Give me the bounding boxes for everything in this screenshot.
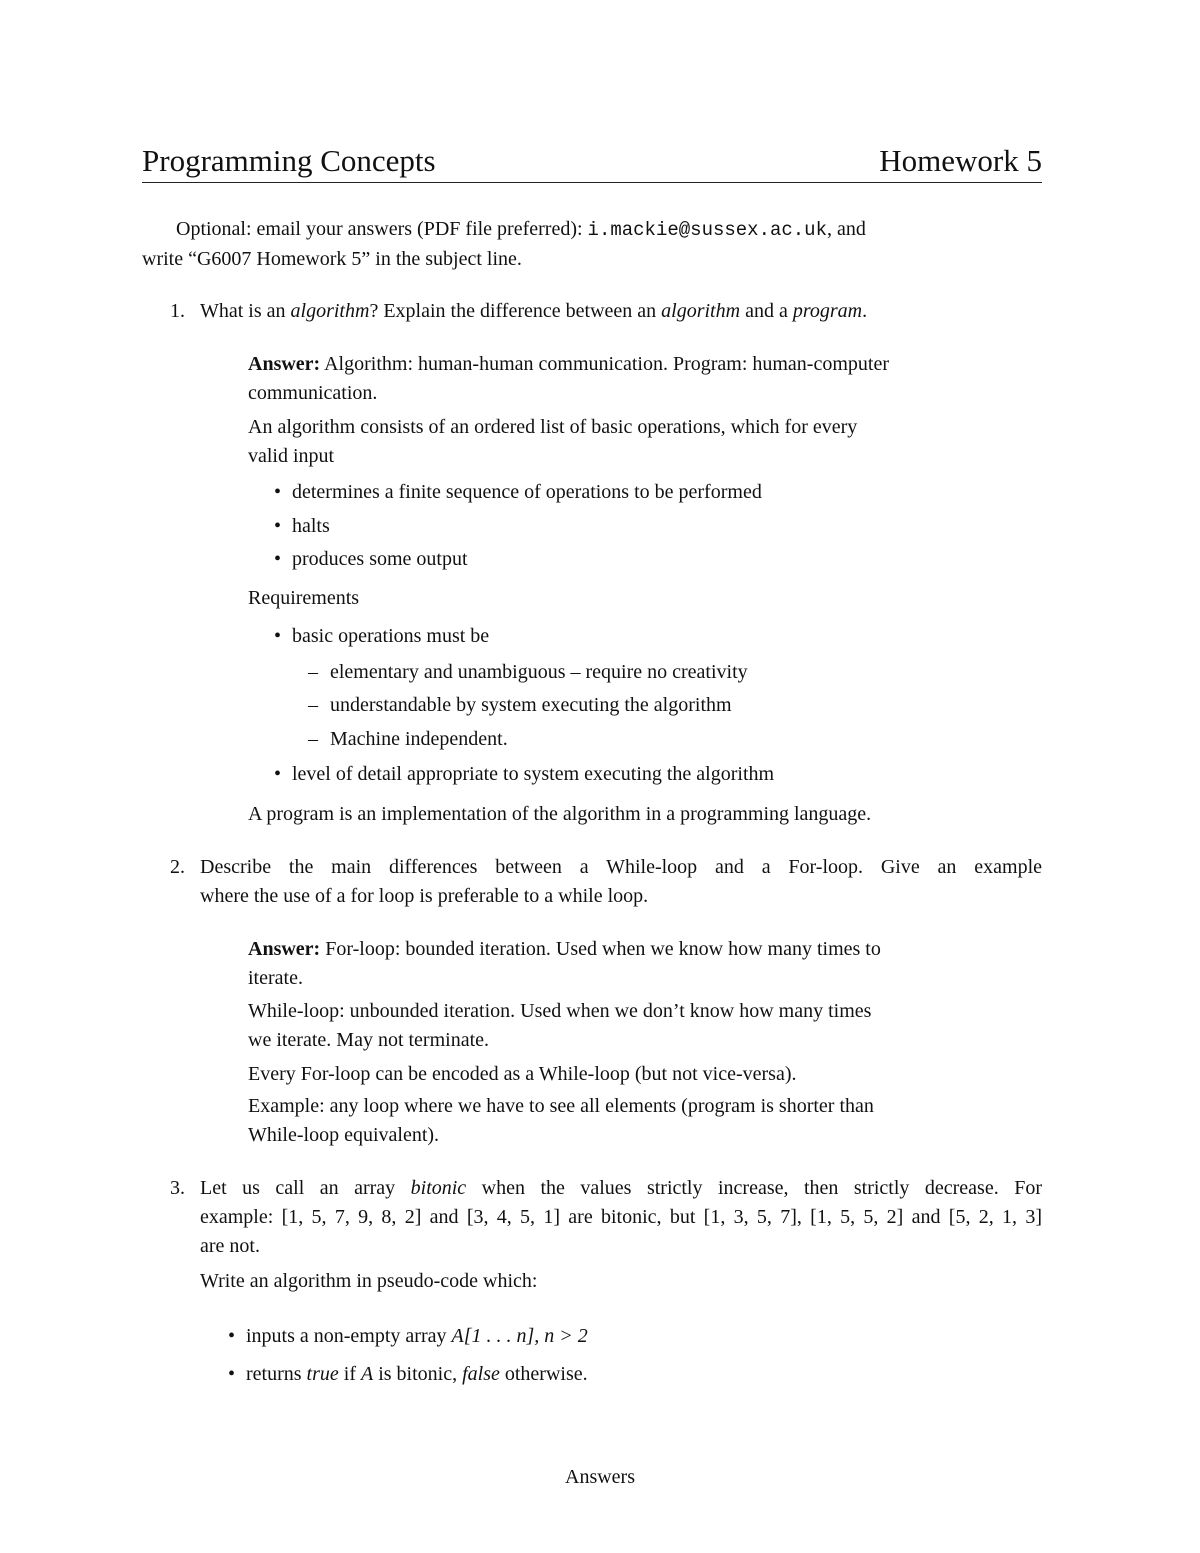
list-item (246, 1325, 588, 1348)
answer-2-line-7: While-loop equivalent). (248, 1124, 440, 1146)
list-text: is bitonic, (373, 1363, 463, 1385)
bullet: • (228, 1325, 236, 1347)
q-text: when the values strictly increase, then strictly decrease. For (466, 1177, 1042, 1199)
sub-list-item: understandable by system executing the algorithm (330, 694, 732, 716)
sub-list-item: elementary and unambiguous – require no creativity (330, 661, 748, 683)
list-item: determines a finite sequence of operations to be performed (292, 481, 762, 503)
answer-1-line-3: An algorithm consists of an ordered list of basic operations, which for every (248, 416, 858, 438)
question-3-write: Write an algorithm in pseudo-code which: (200, 1270, 538, 1292)
bullet: • (274, 515, 282, 537)
dash: – (308, 661, 318, 683)
email-address: i.mackie@sussex.ac.uk (587, 219, 827, 241)
emph-bitonic: bitonic (410, 1177, 467, 1199)
answer-2-line-1 (248, 938, 881, 961)
answer-1-closing: A program is an implementation of the algorithm in a programming language. (248, 803, 872, 825)
answer-2-line-4: we iterate. May not terminate. (248, 1029, 490, 1051)
page-header (142, 136, 1042, 183)
bullet: • (274, 625, 282, 647)
list-item (246, 1363, 588, 1386)
list-text: otherwise. (499, 1363, 588, 1385)
page-footer: Answers (565, 1466, 635, 1488)
math-A: A (360, 1363, 374, 1385)
bullet: • (228, 1363, 236, 1385)
q-text: Let us call an array (200, 1177, 411, 1199)
q-text: . (862, 300, 868, 322)
answer-1-line-4: valid input (248, 445, 335, 467)
answer-text: Algorithm: human-human communication. Program: human-computer (320, 353, 889, 375)
question-3-line-2: example: [1, 5, 7, 9, 8, 2] and [3, 4, 5, 1] are bitonic, but [1, 3, 5, 7], [1, 5, 5, 2] and [5, 2, 1, 3] (200, 1206, 1042, 1228)
answer-2-line-5: Every For-loop can be encoded as a While-loop (but not vice-versa). (248, 1063, 797, 1085)
q-text: What is an (200, 300, 291, 322)
answer-label: Answer: (248, 938, 321, 960)
math-expression: A[1 . . . n], n > 2 (451, 1325, 588, 1347)
question-3-line-1 (200, 1177, 1042, 1200)
requirements-heading: Requirements (248, 587, 360, 609)
answer-1-line-2: communication. (248, 382, 378, 404)
list-text: returns (246, 1363, 307, 1385)
list-item: basic operations must be (292, 625, 490, 647)
answer-text: For-loop: bounded iteration. Used when we know how many times to (320, 938, 881, 960)
question-number: 2. (170, 856, 185, 878)
bullet: • (274, 548, 282, 570)
course-title: Programming Concepts (142, 143, 436, 178)
question-2-line-1: Describe the main differences between a While-loop and a For-loop. Give an example (200, 856, 1042, 878)
sub-list-item: Machine independent. (330, 728, 508, 750)
question-1-text (200, 300, 867, 323)
question-2-line-2: where the use of a for loop is preferable to a while loop. (200, 885, 649, 907)
list-item: level of detail appropriate to system executing the algorithm (292, 763, 775, 785)
emph-algorithm: algorithm (290, 300, 370, 322)
intro-text-end: , and (827, 218, 866, 240)
bullet: • (274, 763, 282, 785)
list-item: produces some output (292, 548, 468, 570)
answer-1-line-1 (248, 353, 889, 376)
homework-title: Homework 5 (879, 143, 1042, 178)
intro-text: Optional: email your answers (PDF file preferred): (176, 218, 583, 240)
dash: – (308, 728, 318, 750)
answer-label: Answer: (248, 353, 321, 375)
emph-true: true (306, 1363, 339, 1385)
q-text: and a (740, 300, 793, 322)
question-number: 1. (170, 300, 185, 322)
bullet: • (274, 481, 282, 503)
answer-2-line-2: iterate. (248, 967, 303, 989)
list-text: inputs a non-empty array (246, 1325, 452, 1347)
question-3-line-3: are not. (200, 1235, 260, 1257)
q-text: ? Explain the difference between an (369, 300, 662, 322)
emph-false: false (462, 1363, 500, 1385)
emph-program: program (792, 300, 863, 322)
emph-algorithm: algorithm (661, 300, 741, 322)
list-text: if (338, 1363, 361, 1385)
dash: – (308, 694, 318, 716)
list-item: halts (292, 515, 330, 537)
answer-2-line-3: While-loop: unbounded iteration. Used when we don’t know how many times (248, 1000, 872, 1022)
intro-line-1 (176, 218, 1042, 241)
intro-line-2: write “G6007 Homework 5” in the subject line. (142, 248, 522, 270)
question-number: 3. (170, 1177, 185, 1199)
answer-2-line-6: Example: any loop where we have to see all elements (program is shorter than (248, 1095, 874, 1117)
